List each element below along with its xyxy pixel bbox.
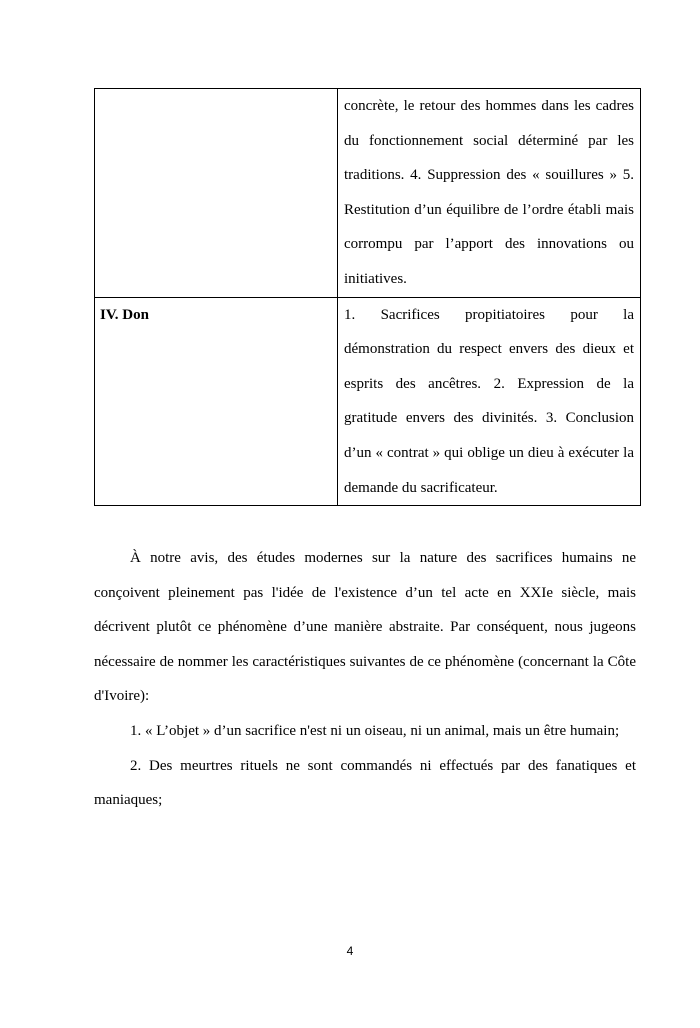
- page-number: 4: [346, 944, 354, 958]
- list-item: 1. « L’objet » d’un sacrifice n'est ni un oiseau, ni un animal, mais un être humain;: [130, 722, 620, 739]
- body-text: [94, 541, 636, 818]
- paragraph: À notre avis, des études modernes sur la nature des sacrifices humains ne conçoivent pleinement pas l'idée de l'existence d’un tel acte en XXIe siècle, mais décrivent plutôt ce phénomène d’une manière abstraite. Par conséquent, nous jugeons nécessaire de nommer les caractéristiques suivantes de ce phénomène (concernant la Côte d'Ivoire):: [94, 550, 636, 705]
- table-cell-description: 1. Sacrifices propitiatoires pour la démonstration du respect envers des dieux et esprits des ancêtres. 2. Expression de la gratitude envers des divinités. 3. Conclusion d’un « contrat » qui oblige un dieu à exécuter la demande du sacrificateur.: [338, 297, 641, 506]
- table-row: [95, 297, 641, 506]
- table-cell-category: IV. Don: [95, 297, 338, 506]
- table-row: [95, 89, 641, 298]
- list-item: 2. Des meurtres rituels ne sont commandés ni effectués par des fanatiques et maniaques;: [94, 757, 636, 809]
- sacrifice-table: [94, 88, 641, 506]
- table-cell-description: concrète, le retour des hommes dans les cadres du fonctionnement social déterminé par les traditions. 4. Suppression des « souillures » 5. Restitution d’un équilibre de l’ordre établi mais corrompu par l’apport des innovations ou initiatives.: [338, 89, 641, 298]
- table-cell-category: [95, 89, 338, 298]
